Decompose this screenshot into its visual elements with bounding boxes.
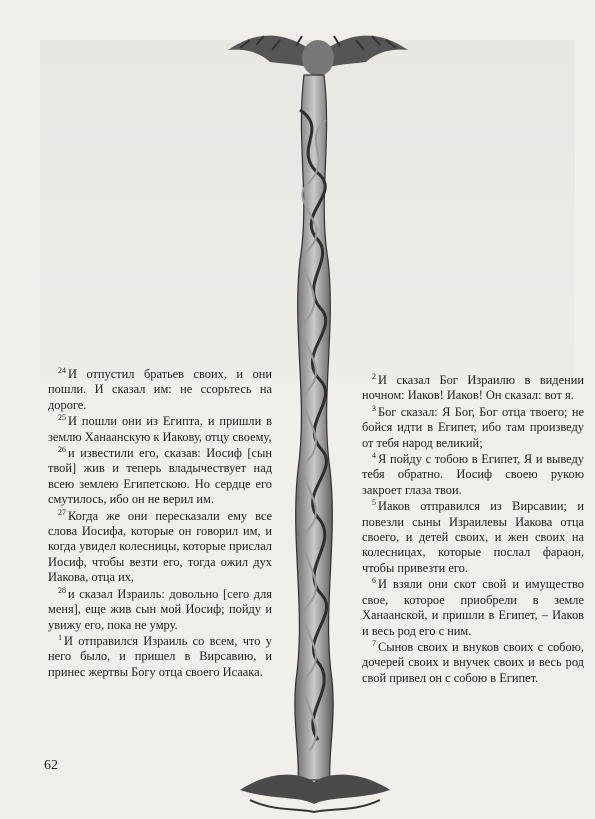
left-text-column [48, 367, 272, 681]
verse: $^{24}$ И отпустил братьев своих, и они пошли. И сказал им: не ссорьтесь на дороге. [48, 365, 272, 412]
verse: $^3$ Бог сказал: Я Бог, Бог отца твоего; не бойся идти в Египет, ибо там произведу от тебя народ великий; [362, 403, 584, 450]
verse: $^7$ Сынов своих и внуков своих с собою, дочерей своих и внучек своих и весь род свой привел он с собою в Египет. [362, 638, 584, 685]
verse: $^{28}$ и сказал Израиль: довольно [сего для меня], еще жив сын мой Иосиф; пойду и увижу его, пока не умру. [48, 585, 272, 632]
verse: $^5$ Иаков отправился из Вирсавии; и повезли сыны Израилевы Иакова отца своего, и детей своих, и жен своих на колесницах, которые послал фараон, чтобы привезти его. [362, 498, 584, 575]
verse: $^6$ И взяли они скот свой и имущество свое, которое приобрели в земле Ханаанской, и пришли в Египет, – Иаков и весь род его с ним. [362, 576, 584, 638]
verse: $^{27}$ Когда же они пересказали ему все слова Иосифа, которые он говорил им, и когда увидел колесницы, которые прислал Иосиф, чтобы везти его, тогда ожил дух Иакова, отца их, [48, 507, 272, 585]
dragon-head-icon [302, 40, 334, 76]
verse: $^4$ Я пойду с тобою в Египет, Я и выведу тебя обратно. Иосиф своею рукою закроет глаза твои. [362, 450, 584, 497]
verse: $^2$ И сказал Бог Израилю в видении ночном: Иаков! Иаков! Он сказал: вот я. [362, 371, 584, 403]
verse: $^{26}$ и известили его, сказав: Иосиф [сын твой] жив и теперь владычествует над всею землею Египетскою. Но сердце его смутилось, ибо он не верил им. [48, 444, 272, 507]
verse: $^{25}$ И пошли они из Египта, и пришли в землю Ханаанскую к Иакову, отцу своему, [48, 413, 272, 444]
page-number: 62 [44, 758, 58, 773]
right-text-column [362, 373, 584, 687]
verse: $^1$ И отправился Израиль со всем, что у него было, и пришел в Вирсавию, и принес жертвы Богу отца своего Исаака. [48, 632, 272, 679]
